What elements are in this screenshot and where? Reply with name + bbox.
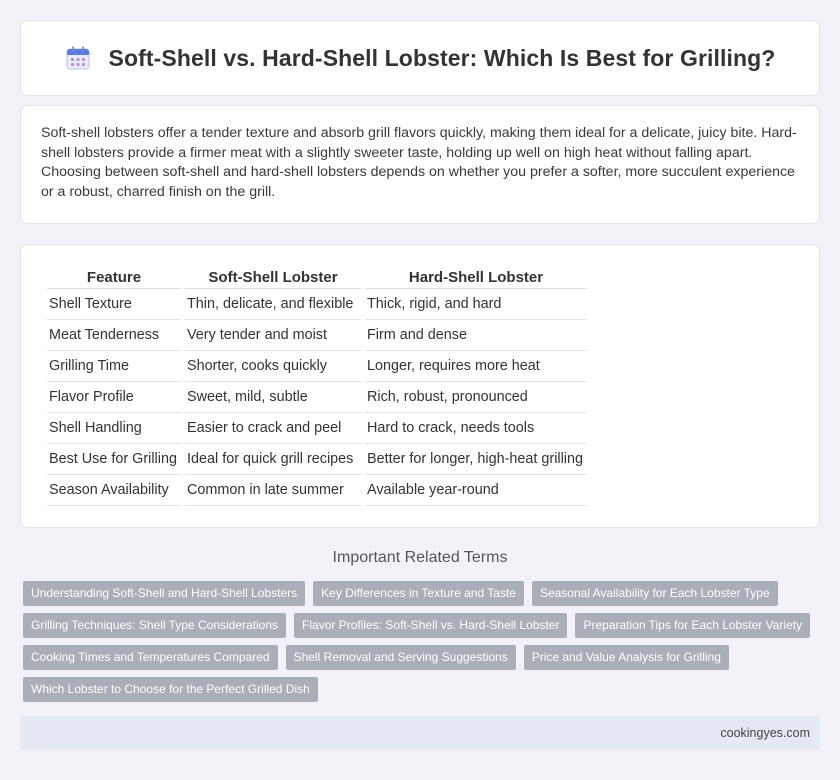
related-term-tag[interactable]: Understanding Soft-Shell and Hard-Shell Lobsters xyxy=(23,581,305,606)
table-row xyxy=(47,320,587,351)
table-row xyxy=(47,289,587,320)
column-header: Hard-Shell Lobster xyxy=(365,265,587,289)
table-header-row xyxy=(47,265,587,289)
related-term-tag[interactable]: Cooking Times and Temperatures Compared xyxy=(23,645,278,670)
related-term-tag[interactable]: Preparation Tips for Each Lobster Variety xyxy=(575,613,810,638)
column-header: Soft-Shell Lobster xyxy=(185,265,361,289)
column-header: Feature xyxy=(47,265,181,289)
intro-text: Soft-shell lobsters offer a tender texture and absorb grill flavors quickly, making them ideal for a delicate, juicy bite. Hard-shell lobsters provide a firmer meat with a slightly sweeter taste, holding up well on high heat without falling apart. Choosing between soft-shell and hard-shell lobsters depends on whether you prefer a softer, more succulent experience or a robust, charred finish on the grill. xyxy=(41,125,797,200)
related-terms-list xyxy=(23,581,823,709)
table-cell: Thick, rigid, and hard xyxy=(365,289,587,320)
table-cell: Hard to crack, needs tools xyxy=(365,413,587,444)
table-row xyxy=(47,413,587,444)
table-cell: Longer, requires more heat xyxy=(365,351,587,382)
site-name[interactable]: cookingyes.com xyxy=(720,726,810,740)
page-header xyxy=(20,20,820,96)
related-term-tag[interactable]: Price and Value Analysis for Grilling xyxy=(524,645,729,670)
calendar-icon xyxy=(65,45,91,71)
table-cell: Ideal for quick grill recipes xyxy=(185,444,361,475)
table-row xyxy=(47,382,587,413)
related-term-tag[interactable]: Seasonal Availability for Each Lobster Type xyxy=(532,581,778,606)
page-footer xyxy=(20,716,820,750)
table-cell: Very tender and moist xyxy=(185,320,361,351)
table-cell: Shell Handling xyxy=(47,413,181,444)
table-cell: Season Availability xyxy=(47,475,181,506)
table-row xyxy=(47,351,587,382)
table-cell: Shell Texture xyxy=(47,289,181,320)
table-cell: Shorter, cooks quickly xyxy=(185,351,361,382)
related-terms-heading: Important Related Terms xyxy=(332,549,508,566)
table-cell: Better for longer, high-heat grilling xyxy=(365,444,587,475)
table-cell: Grilling Time xyxy=(47,351,181,382)
table-cell: Common in late summer xyxy=(185,475,361,506)
related-term-tag[interactable]: Shell Removal and Serving Suggestions xyxy=(286,645,516,670)
table-cell: Firm and dense xyxy=(365,320,587,351)
table-cell: Available year-round xyxy=(365,475,587,506)
table-cell: Meat Tenderness xyxy=(47,320,181,351)
table-cell: Rich, robust, pronounced xyxy=(365,382,587,413)
table-cell: Thin, delicate, and flexible xyxy=(185,289,361,320)
table-cell: Best Use for Grilling xyxy=(47,444,181,475)
comparison-table xyxy=(43,265,591,506)
table-cell: Flavor Profile xyxy=(47,382,181,413)
table-row xyxy=(47,444,587,475)
table-row xyxy=(47,475,587,506)
related-term-tag[interactable]: Flavor Profiles: Soft-Shell vs. Hard-Shell Lobster xyxy=(294,613,567,638)
related-term-tag[interactable]: Grilling Techniques: Shell Type Considerations xyxy=(23,613,286,638)
table-cell: Easier to crack and peel xyxy=(185,413,361,444)
related-term-tag[interactable]: Key Differences in Texture and Taste xyxy=(313,581,524,606)
comparison-table-card xyxy=(20,244,820,528)
page-title: Soft-Shell vs. Hard-Shell Lobster: Which Is Best for Grilling? xyxy=(108,44,776,71)
intro-section xyxy=(20,105,820,224)
related-term-tag[interactable]: Which Lobster to Choose for the Perfect Grilled Dish xyxy=(23,677,318,702)
table-cell: Sweet, mild, subtle xyxy=(185,382,361,413)
